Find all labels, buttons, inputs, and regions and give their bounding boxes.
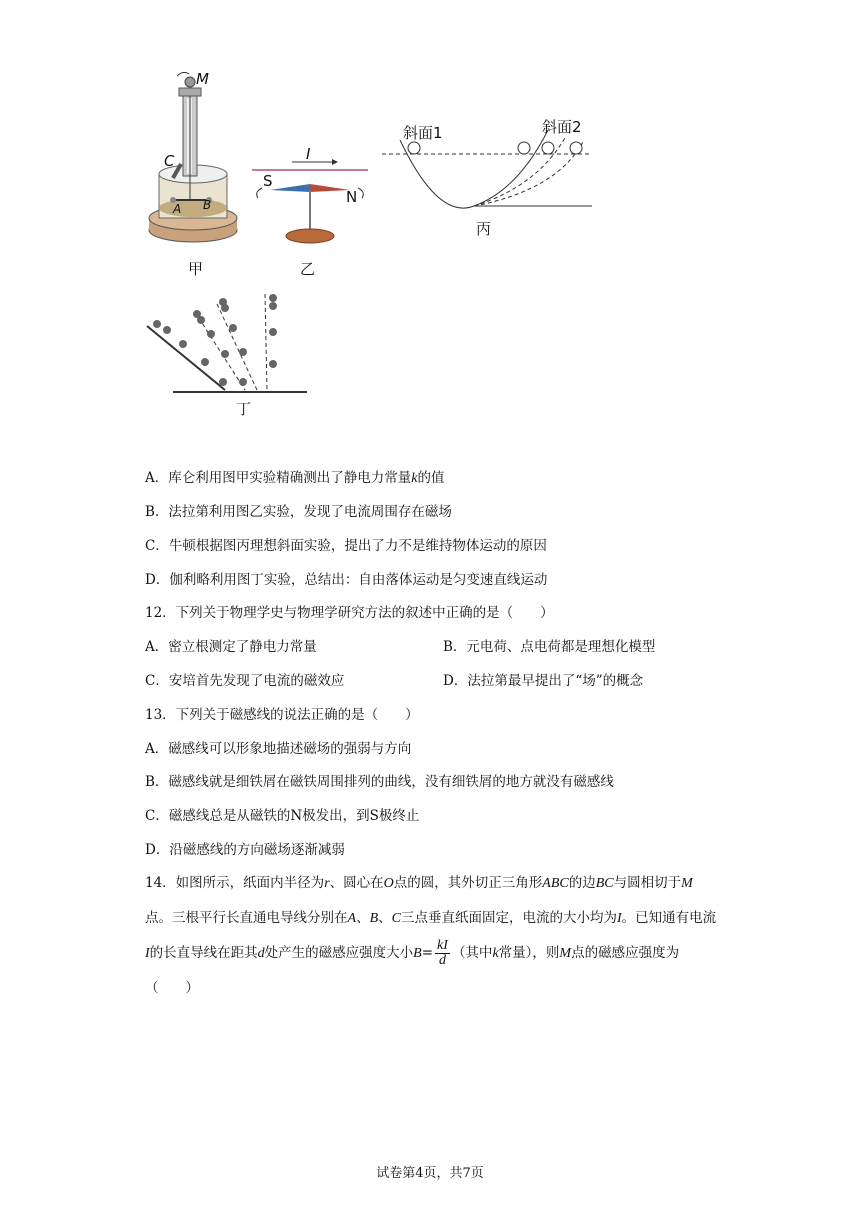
caption-ding: 丁 xyxy=(236,400,252,418)
caption-jia: 甲 xyxy=(188,260,204,278)
page-footer: 试卷第4页，共7页 xyxy=(376,1166,484,1181)
label-b: B xyxy=(203,198,212,212)
q13-stem: 13．下列关于磁感线的说法正确的是（ ） xyxy=(145,707,419,723)
q12-option-c: C．安培首先发现了电流的磁效应 xyxy=(145,673,345,689)
q11-option-c: C．牛顿根据图丙理想斜面实验，提出了力不是维持物体运动的原因 xyxy=(145,538,547,554)
q13-option-a: A．磁感线可以形象地描述磁场的强弱与方向 xyxy=(145,741,412,757)
label-n: N xyxy=(346,188,358,206)
label-slope1: 斜面1 xyxy=(403,124,443,142)
q12-option-a: A．密立根测定了静电力常量 xyxy=(145,639,317,655)
label-a: A xyxy=(173,202,182,216)
formula-fraction: $\frac{kI}{d}$ xyxy=(437,938,448,968)
q11-option-b: B．法拉第利用图乙实验，发现了电流周围存在磁场 xyxy=(145,504,452,520)
label-slope2: 斜面2 xyxy=(542,118,582,136)
q13-option-d: D．沿磁感线的方向磁场逐渐减弱 xyxy=(145,842,345,858)
caption-yi: 乙 xyxy=(300,260,316,278)
q11-option-d: D．伽利略利用图丁实验，总结出：自由落体运动是匀变速直线运动 xyxy=(145,572,548,588)
label-m: M xyxy=(196,70,209,88)
caption-bing: 丙 xyxy=(476,220,492,238)
q14-stem: 14．如图所示，纸面内半径为r、圆心在O点的圆，其外切正三角形ABC的边BC与圆相切于M点。三根平行长直通电导线分别在A、B、C三点垂直纸面固定，电流的大小均为I。已知通有电流I的长直导线在距其d处产生的磁感应强度大小B= $\frac{kI}{d}$ （其中k常量），则M点的磁感应强度为（ ） xyxy=(145,875,717,996)
q13-option-c: C．磁感线总是从磁铁的N极发出，到S极终止 xyxy=(145,808,420,824)
q12-option-d: D．法拉第最早提出了“场”的概念 xyxy=(443,673,644,689)
q13-option-b: B．磁感线就是细铁屑在磁铁周围排列的曲线，没有细铁屑的地方就没有磁感线 xyxy=(145,774,614,790)
label-c: C xyxy=(164,152,175,170)
label-s: S xyxy=(263,172,273,190)
q11-option-a: A．库仑利用图甲实验精确测出了静电力常量k的值 xyxy=(145,470,445,486)
q12-stem: 12．下列关于物理学史与物理学研究方法的叙述中正确的是（ ） xyxy=(145,605,554,621)
figure-ding-inclined-planes xyxy=(145,290,315,400)
label-i: I xyxy=(306,145,311,163)
q12-option-b: B．元电荷、点电荷都是理想化模型 xyxy=(443,639,656,655)
figure-jia-torsion-balance xyxy=(145,68,245,268)
